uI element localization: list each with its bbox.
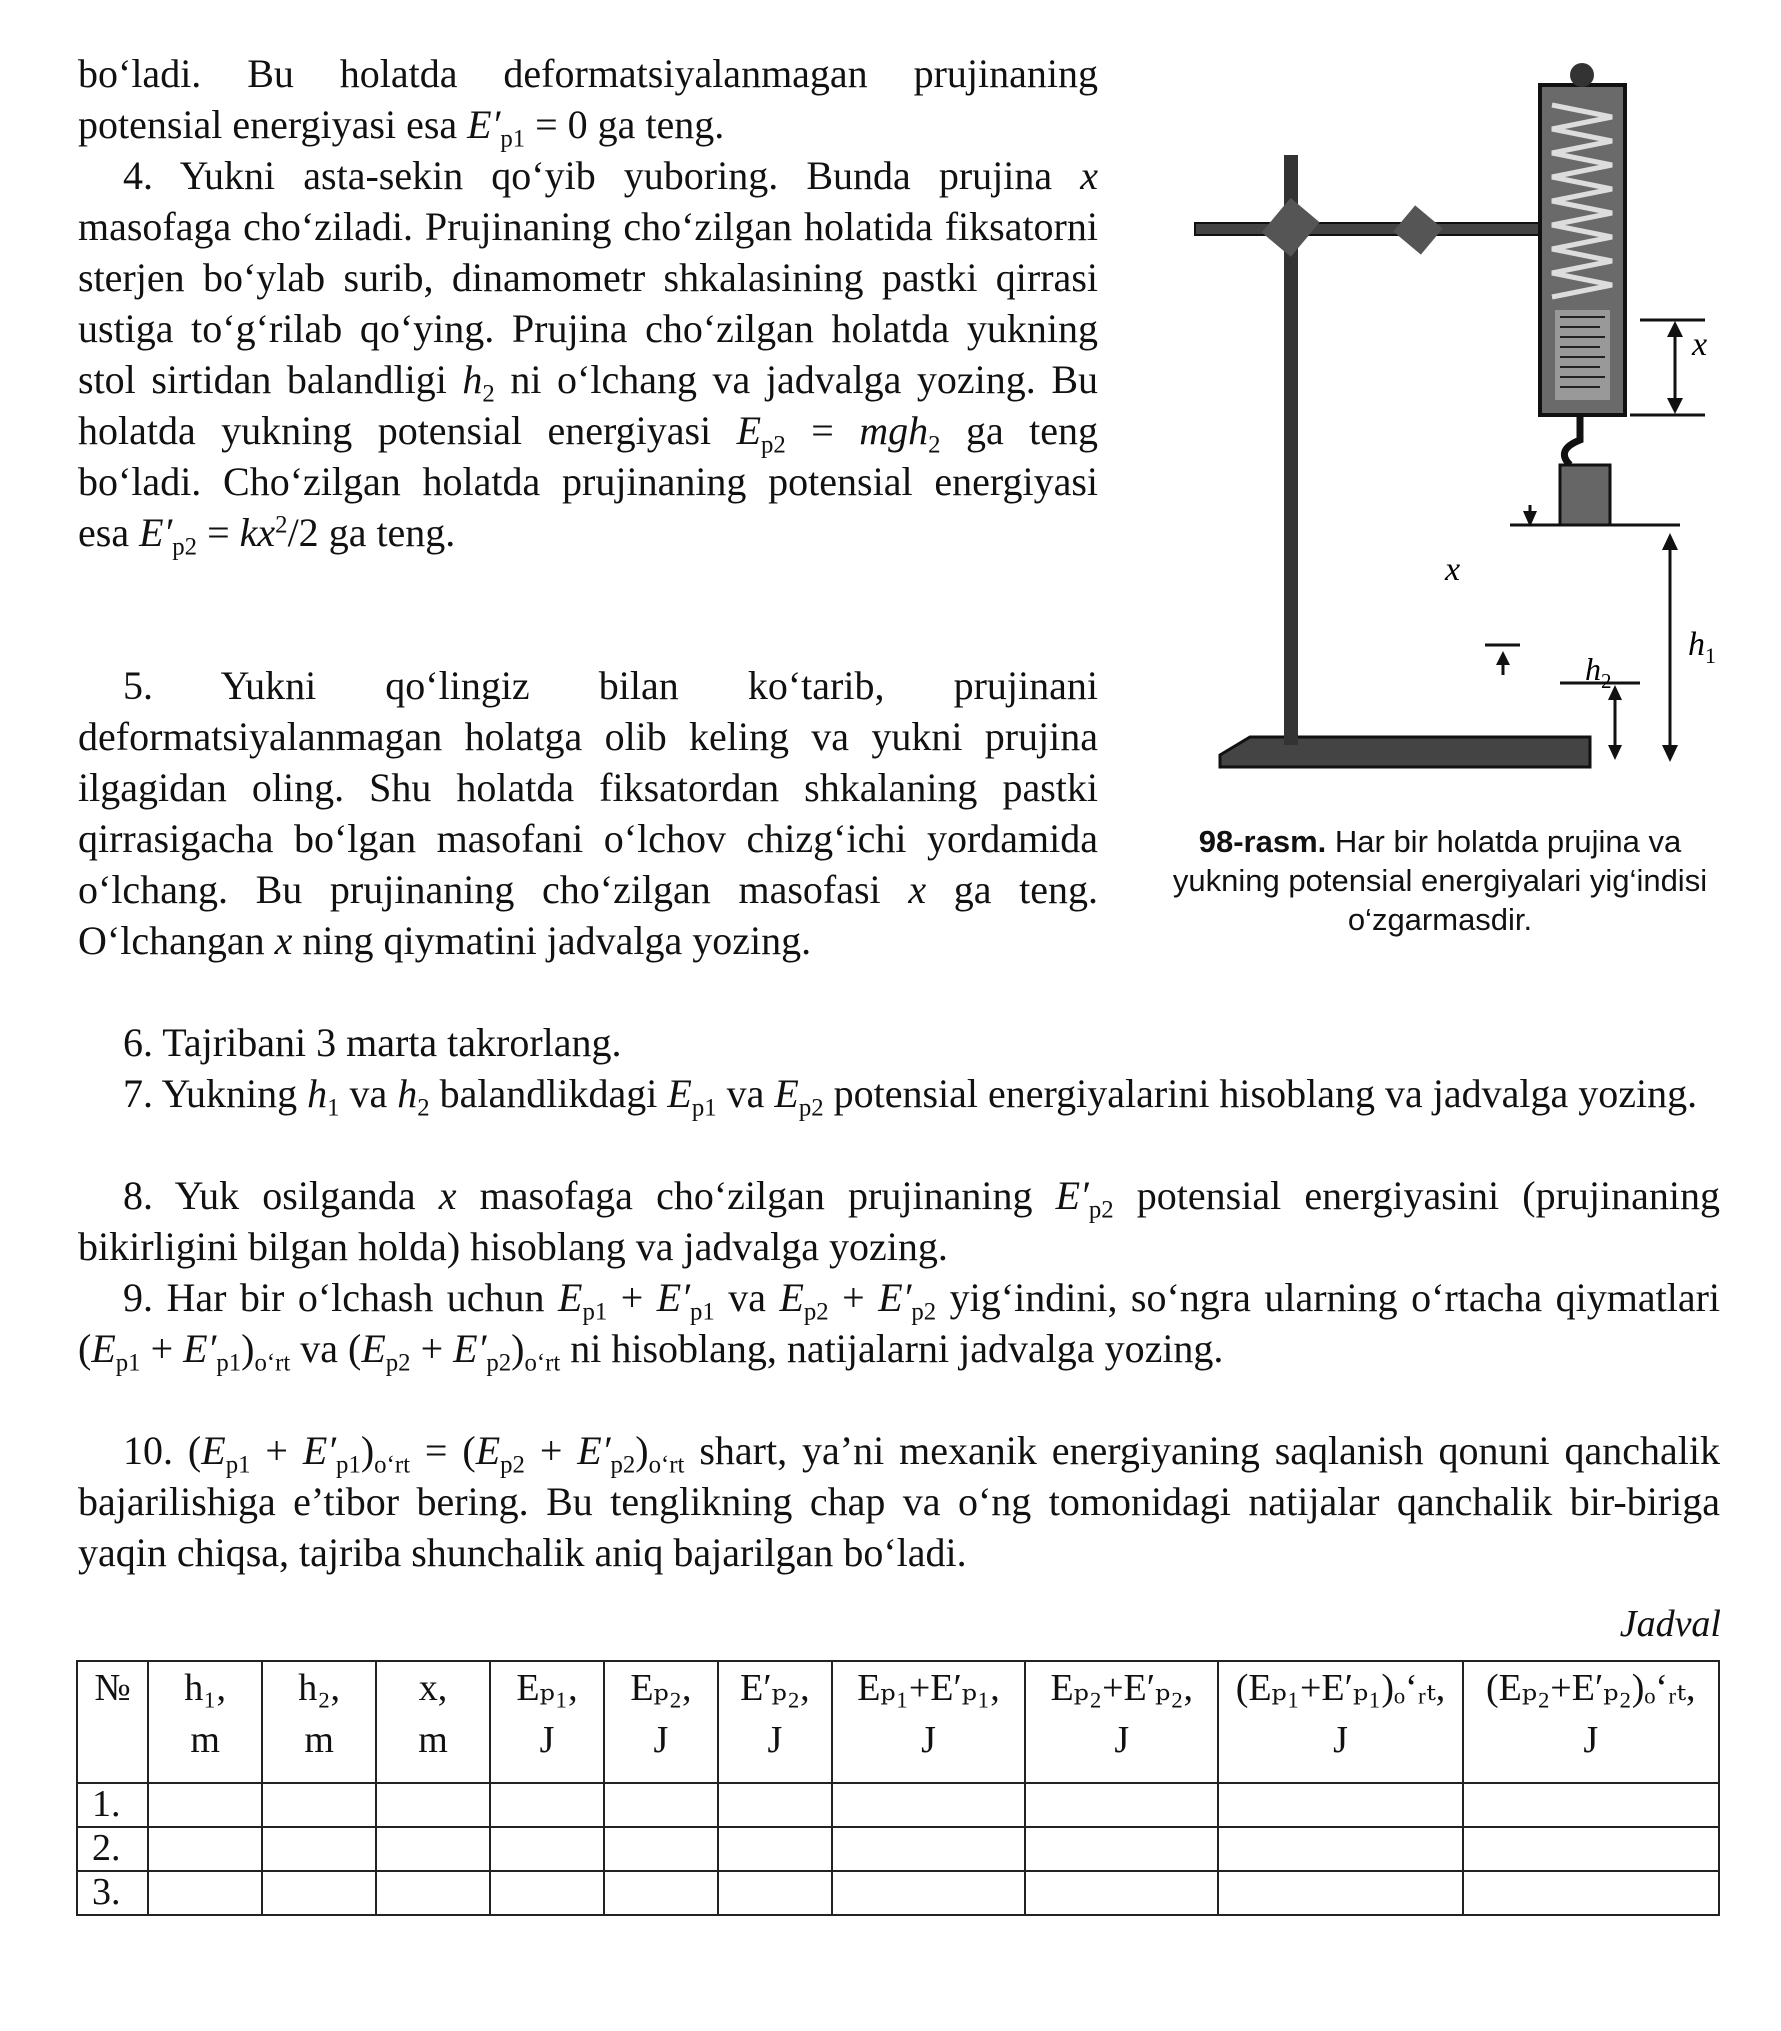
table-cell[interactable] bbox=[148, 1871, 262, 1915]
stand-base bbox=[1220, 737, 1590, 767]
table-header-row bbox=[77, 1661, 1719, 1783]
table-cell[interactable] bbox=[262, 1871, 376, 1915]
table-cell[interactable] bbox=[604, 1871, 718, 1915]
table-cell[interactable] bbox=[832, 1783, 1025, 1827]
col-sum2: Eₚ₂+E′ₚ₂, J bbox=[1025, 1661, 1218, 1783]
table-row bbox=[77, 1871, 1719, 1915]
col-x: x, m bbox=[376, 1661, 490, 1783]
table-cell[interactable] bbox=[832, 1871, 1025, 1915]
col-ep2-prime: E′ₚ₂, J bbox=[718, 1661, 832, 1783]
col-h2: h₂, m bbox=[262, 1661, 376, 1783]
weight bbox=[1560, 465, 1610, 525]
table-cell[interactable] bbox=[376, 1783, 490, 1827]
paragraph-step-7: 7. Yukning $h_1$ va $h_2$ balandlikdagi $E_{p1}$ va $E_{p2}$ potensial energiyalarini hisoblang va jadvalga yozing. bbox=[123, 1071, 1698, 1122]
table-cell[interactable] bbox=[1218, 1871, 1462, 1915]
table-cell[interactable] bbox=[1463, 1827, 1719, 1871]
table-cell[interactable] bbox=[1025, 1871, 1218, 1915]
col-h1: h₁, m bbox=[148, 1661, 262, 1783]
row-number: 2. bbox=[77, 1827, 148, 1871]
paragraph-intro: bo‘ladi. Bu holatda deformatsiyalanmagan prujinaning potensial energiyasi esa $E'_{p1} = 0$ ga teng. bbox=[78, 51, 1098, 153]
x-top-label: x bbox=[1692, 326, 1708, 363]
table-row bbox=[77, 1827, 1719, 1871]
col-avg1: (Eₚ₁+E′ₚ₁)ₒ‘ᵣₜ, J bbox=[1218, 1661, 1462, 1783]
dynamometer-knob bbox=[1570, 63, 1594, 87]
col-ep1: Eₚ₁, J bbox=[490, 1661, 604, 1783]
paragraph-step-10: 10. $(E_{p1} + E'_{p1})_{o‘rt} = (E_{p2} + E'_{p2})_{o‘rt}$ shart, ya’ni mexanik energiyaning saqlanish qonuni qanchalik bajarilishiga e’tibor bering. Bu tenglikning chap va o‘ng tomonidagi natijalar qanchalik bir-biriga yaqin chiqsa, tajriba shunchalik aniq bajarilgan bo‘ladi. bbox=[78, 1428, 1721, 1575]
table-cell[interactable] bbox=[604, 1783, 718, 1827]
holder-arm bbox=[1195, 223, 1585, 235]
row-number: 1. bbox=[77, 1783, 148, 1827]
table-cell[interactable] bbox=[718, 1871, 832, 1915]
table-cell[interactable] bbox=[148, 1827, 262, 1871]
col-number: № bbox=[77, 1661, 148, 1783]
table-cell[interactable] bbox=[718, 1827, 832, 1871]
col-avg2: (Eₚ₂+E′ₚ₂)ₒ‘ᵣₜ, J bbox=[1463, 1661, 1719, 1783]
results-table bbox=[76, 1660, 1720, 1916]
table-cell[interactable] bbox=[1025, 1783, 1218, 1827]
table-cell[interactable] bbox=[148, 1783, 262, 1827]
table-cell[interactable] bbox=[376, 1871, 490, 1915]
col-sum1: Eₚ₁+E′ₚ₁, J bbox=[832, 1661, 1025, 1783]
paragraph-step-8: 8. Yuk osilganda x masofaga cho‘zilgan prujinaning $E'_{p2}$ potensial energiyasini (prujinaning bikirligini bilgan holda) hisoblang va jadvalga yozing. bbox=[78, 1173, 1720, 1269]
table-row bbox=[77, 1783, 1719, 1827]
table-cell[interactable] bbox=[718, 1783, 832, 1827]
table-cell[interactable] bbox=[1463, 1871, 1719, 1915]
paragraph-step-5: 5. Yukni qo‘lingiz bilan ko‘tarib, prujinani deformatsiyalanmagan holatga olib keling va yukni prujina ilgagidan oling. Shu holatda fiksatordan shkalaning pastki qirrasigacha bo‘lgan masofani o‘lchov chizg‘ichi yordamida o‘lchang. Bu prujinaning cho‘zilgan masofasi x ga teng. O‘lchangan x ning qiymatini jadvalga yozing. bbox=[78, 663, 1099, 963]
table-cell[interactable] bbox=[490, 1871, 604, 1915]
table-cell[interactable] bbox=[604, 1827, 718, 1871]
h1-label: $h_1$ bbox=[1688, 626, 1716, 668]
table-cell[interactable] bbox=[262, 1827, 376, 1871]
table-cell[interactable] bbox=[490, 1783, 604, 1827]
caption-text: Har bir holatda prujina va yukning potensial energiyalari yig‘indisi o‘zgarmasdir. bbox=[1172, 824, 1708, 937]
table-cell[interactable] bbox=[1218, 1783, 1462, 1827]
table-cell[interactable] bbox=[262, 1783, 376, 1827]
paragraph-step-9: 9. Har bir o‘lchash uchun $E_{p1} + E'_{p1}$ va $E_{p2} + E'_{p2}$ yig‘indini, so‘ngra ularning o‘rtacha qiymatlari $(E_{p1} + E'_{p1})_{o‘rt}$ va $(E_{p2} + E'_{p2})_{o‘rt}$ ni hisoblang, natijalarni jadvalga yozing. bbox=[78, 1275, 1721, 1377]
table-cell[interactable] bbox=[376, 1827, 490, 1871]
clamp-left bbox=[1262, 198, 1320, 257]
table-cell[interactable] bbox=[1218, 1827, 1462, 1871]
x-mid-label: x bbox=[1445, 551, 1461, 588]
col-ep2: Eₚ₂, J bbox=[604, 1661, 718, 1783]
h2-label: $h_2$ bbox=[1585, 651, 1612, 693]
clamp-right bbox=[1393, 205, 1442, 254]
caption-number: 98-rasm. bbox=[1198, 824, 1327, 859]
row-number: 3. bbox=[77, 1871, 148, 1915]
lower-arrowhead bbox=[1496, 651, 1510, 665]
table-cell[interactable] bbox=[490, 1827, 604, 1871]
figure-caption bbox=[1160, 822, 1720, 939]
table-cell[interactable] bbox=[1463, 1783, 1719, 1827]
paragraph-step-6: 6. Tajribani 3 marta takrorlang. bbox=[123, 1020, 622, 1065]
spring-hook bbox=[1564, 415, 1580, 465]
table-title: Jadval bbox=[1619, 1603, 1721, 1645]
spring-stand-figure bbox=[1160, 55, 1720, 815]
table-cell[interactable] bbox=[1025, 1827, 1218, 1871]
paragraph-step-4: 4. Yukni asta-sekin qo‘yib yuboring. Bunda prujina x masofaga cho‘ziladi. Prujinaning cho‘zilgan holatida fiksatorni sterjen bo‘ylab surib, dinamometr shkalasining pastki qirrasi ustiga to‘g‘rilab qo‘ying. Prujina cho‘zilgan holatda yukning stol sirtidan balandligi $h_2$ ni o‘lchang va jadvalga yozing. Bu holatda yukning potensial energiyasi $E_{p2} = mgh_2$ ga teng bo‘ladi. Cho‘zilgan holatda prujinaning potensial energiyasi esa $E'_{p2} = kx^2/2$ ga teng. bbox=[78, 153, 1098, 561]
dynamometer-scale bbox=[1555, 310, 1610, 400]
table-cell[interactable] bbox=[832, 1827, 1025, 1871]
